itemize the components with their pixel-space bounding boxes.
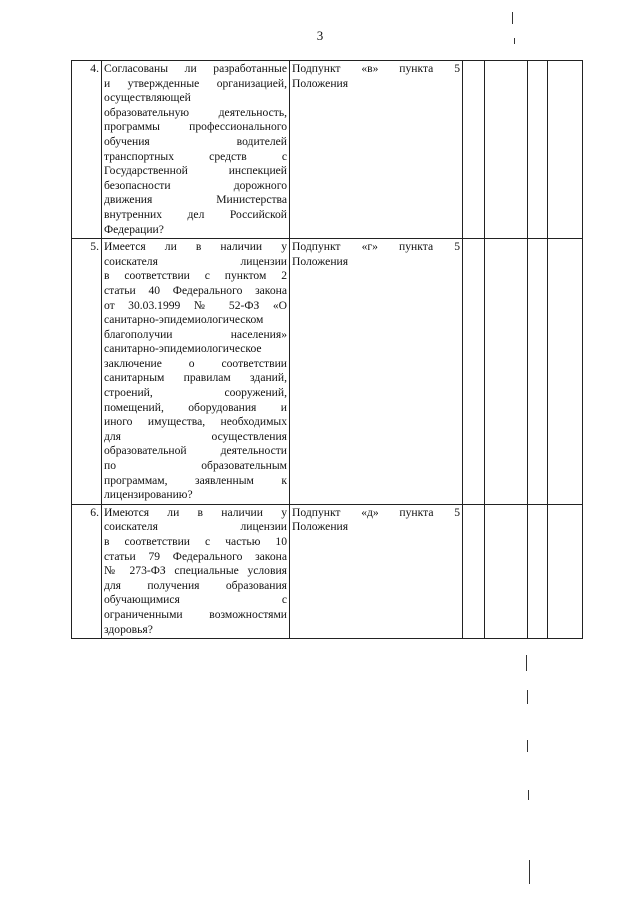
question-line: и утвержденные организацией, xyxy=(104,76,287,90)
question-line: иного имущества, необходимых xyxy=(104,415,287,429)
question-line: программы профессионального xyxy=(104,120,287,134)
scan-mark xyxy=(512,12,513,24)
legal-basis-line: Подпункт «д» пункта 5 xyxy=(292,505,460,519)
scan-mark xyxy=(527,690,528,704)
question-line: санитарно-эпидемиологическое xyxy=(104,342,262,356)
table-row xyxy=(72,504,583,638)
scan-mark xyxy=(526,655,527,671)
answer-cell[interactable] xyxy=(548,239,583,505)
answer-cell[interactable] xyxy=(528,61,548,239)
legal-basis-line: Подпункт «в» пункта 5 xyxy=(292,62,460,75)
question-line: движения Министерства xyxy=(104,193,287,207)
question-line: обучающимися с xyxy=(104,593,287,607)
question-cell xyxy=(102,504,290,638)
question-cell xyxy=(102,61,290,239)
row-number: 6. xyxy=(72,504,102,638)
question-line: обучения водителей xyxy=(104,134,287,148)
answer-cell[interactable] xyxy=(463,61,485,239)
scan-mark xyxy=(529,860,530,884)
legal-basis-cell xyxy=(290,239,463,505)
question-line: образовательной деятельности xyxy=(104,444,287,458)
page-number: 3 xyxy=(316,28,324,43)
question-line: в соответствии с пунктом 2 xyxy=(104,269,287,283)
answer-cell[interactable] xyxy=(485,504,528,638)
question-line: ограниченными возможностями xyxy=(104,607,287,621)
question-line: заключение о соответствии xyxy=(104,356,287,370)
legal-basis-line: Положения xyxy=(292,520,349,534)
question-line: транспортных средств с xyxy=(104,149,287,163)
question-line: для получения образования xyxy=(104,578,287,592)
question-line: осуществляющей xyxy=(104,91,191,105)
question-line: Федерации? xyxy=(104,222,164,236)
table-row xyxy=(72,239,583,505)
question-line: санитарным правилам зданий, xyxy=(104,371,287,385)
answer-cell[interactable] xyxy=(528,239,548,505)
question-line: программам, заявленным к xyxy=(104,473,287,487)
scan-mark xyxy=(527,740,528,752)
answer-cell[interactable] xyxy=(485,61,528,239)
scan-mark xyxy=(528,790,529,800)
question-line: безопасности дорожного xyxy=(104,178,287,192)
question-line: статьи 79 Федерального закона xyxy=(104,549,287,563)
answer-cell[interactable] xyxy=(463,239,485,505)
question-cell xyxy=(102,239,290,505)
question-line: статьи 40 Федерального закона xyxy=(104,283,287,297)
question-line: Государственной инспекцией xyxy=(104,164,287,178)
question-line: помещений, оборудования и xyxy=(104,400,287,414)
question-line: строений, сооружений, xyxy=(104,386,287,400)
question-line: благополучии населения» xyxy=(104,327,287,341)
question-line: от 30.03.1999 № 52-ФЗ «О xyxy=(104,298,287,312)
answer-cell[interactable] xyxy=(463,504,485,638)
question-line: образовательную деятельность, xyxy=(104,105,287,119)
legal-basis-line: Положения xyxy=(292,254,349,268)
question-line: здоровья? xyxy=(104,622,153,636)
question-line: Имеется ли в наличии у xyxy=(104,240,287,254)
answer-cell[interactable] xyxy=(485,239,528,505)
answer-cell[interactable] xyxy=(548,61,583,239)
question-line: по образовательным xyxy=(104,459,287,473)
question-line: № 273-ФЗ специальные условия xyxy=(104,564,287,578)
answer-cell[interactable] xyxy=(528,504,548,638)
question-line: в соответствии с частью 10 xyxy=(104,535,287,548)
question-line: Согласованы ли разработанные xyxy=(104,62,287,75)
legal-basis-cell xyxy=(290,61,463,239)
row-number: 5. xyxy=(72,239,102,505)
scan-mark xyxy=(514,38,515,44)
row-number: 4. xyxy=(72,61,102,239)
question-line: лицензированию? xyxy=(104,488,193,502)
question-line: для осуществления xyxy=(104,429,287,443)
question-line: внутренних дел Российской xyxy=(104,207,287,221)
question-line: санитарно-эпидемиологическом xyxy=(104,313,264,327)
legal-basis-line: Подпункт «г» пункта 5 xyxy=(292,240,460,254)
legal-basis-cell xyxy=(290,504,463,638)
answer-cell[interactable] xyxy=(548,504,583,638)
question-line: соискателя лицензии xyxy=(104,254,287,268)
checklist-table xyxy=(71,60,583,639)
question-line: соискателя лицензии xyxy=(104,520,287,534)
table-row xyxy=(72,61,583,239)
legal-basis-line: Положения xyxy=(292,76,349,90)
question-line: Имеются ли в наличии у xyxy=(104,505,287,519)
